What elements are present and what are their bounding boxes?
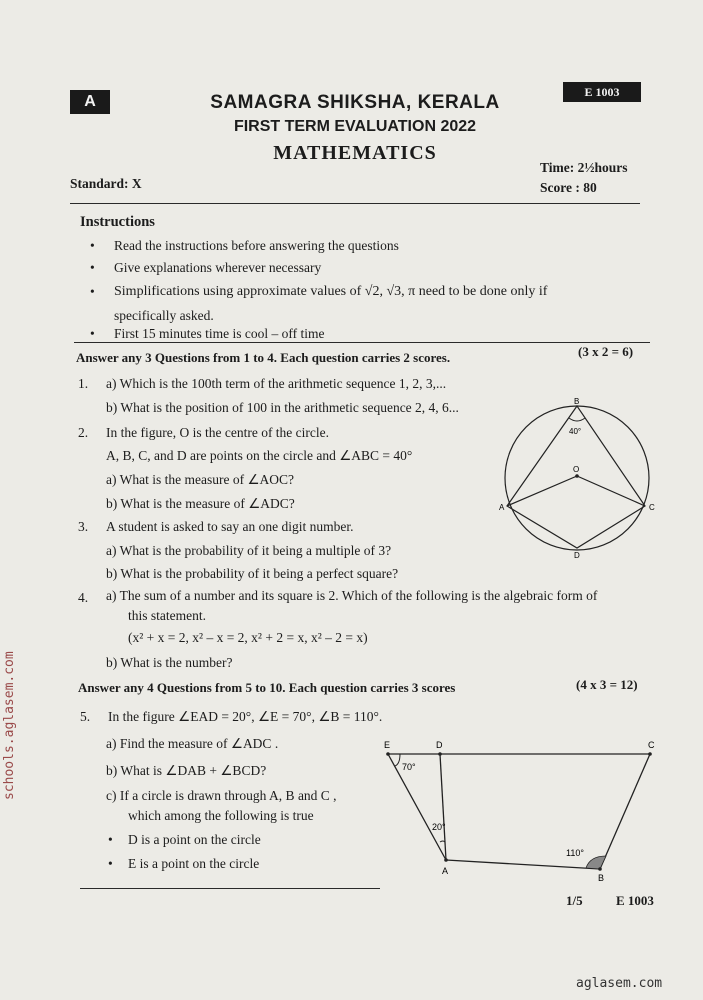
instructions-divider	[74, 342, 650, 343]
q3-stem: A student is asked to say an one digit number.	[106, 519, 354, 534]
line-bc	[600, 754, 650, 869]
instruction-item: Read the instructions before answering the questions	[114, 238, 399, 253]
q5-option-e: E is a point on the circle	[128, 856, 260, 871]
point-e	[386, 752, 390, 756]
label-d: D	[436, 740, 443, 750]
page-number: 1/5	[566, 893, 583, 908]
line-da	[440, 754, 446, 860]
header-divider	[70, 203, 640, 204]
standard-label: Standard: X	[70, 176, 142, 191]
label-a: A	[442, 866, 449, 876]
subject-title: MATHEMATICS	[273, 142, 437, 164]
q5-quadrilateral-figure	[378, 738, 668, 883]
angle-b-arc	[569, 418, 585, 421]
q1-part-a: a) Which is the 100th term of the arithmetic sequence 1, 2, 3,...	[106, 376, 447, 391]
label-b: B	[598, 873, 605, 883]
instructions-title: Instructions	[80, 214, 155, 230]
label-angle-20: 20°	[432, 822, 446, 832]
q5-part-c-line2: which among the following is true	[128, 808, 314, 823]
line-ab	[446, 860, 600, 869]
q4-number: 4.	[78, 590, 89, 605]
radii-ao-oc	[507, 476, 645, 506]
footer-divider	[80, 888, 380, 889]
q4-part-a-line2: this statement.	[128, 608, 206, 623]
q2-part-b: b) What is the measure of ∠ADC?	[106, 496, 295, 511]
label-b: B	[574, 398, 580, 406]
instruction-bullet: •	[90, 326, 95, 341]
instruction-bullet: •	[90, 260, 95, 275]
angle-b-arc	[586, 856, 606, 869]
label-angle-70: 70°	[402, 762, 416, 772]
label-angle-40: 40°	[569, 427, 582, 436]
q4-options: (x² + x = 2, x² – x = 2, x² + 2 = x, x² – 2 = x)	[128, 630, 368, 645]
time-label: Time: 2½hours	[540, 160, 628, 175]
label-c: C	[648, 740, 655, 750]
exam-title: FIRST TERM EVALUATION 2022	[233, 118, 477, 135]
label-o: O	[573, 465, 580, 474]
instruction-bullet: •	[90, 284, 95, 299]
score-label: Score : 80	[540, 180, 597, 195]
q2-number: 2.	[78, 425, 89, 440]
section2-heading: Answer any 4 Questions from 5 to 10. Each question carries 3 scores	[78, 680, 456, 695]
q5-part-c-line1: c) If a circle is drawn through A, B and C ,	[106, 788, 337, 803]
q5-option-d: D is a point on the circle	[128, 832, 261, 847]
q5-option-bullet: •	[108, 856, 113, 871]
side-watermark: schools.aglasem.com	[2, 651, 17, 800]
q5-number: 5.	[80, 709, 91, 724]
instruction-item: Give explanations wherever necessary	[114, 260, 322, 275]
label-a: A	[499, 503, 505, 512]
label-angle-110: 110°	[566, 848, 584, 858]
q3-part-a: a) What is the probability of it being a multiple of 3?	[106, 543, 392, 558]
section1-heading: Answer any 3 Questions from 1 to 4. Each question carries 2 scores.	[76, 350, 451, 365]
point-b	[598, 867, 602, 871]
centre-point	[575, 474, 579, 478]
instruction-bullet: •	[90, 238, 95, 253]
q5-option-bullet: •	[108, 832, 113, 847]
instruction-item: specifically asked.	[114, 308, 214, 323]
q2-stem-2: A, B, C, and D are points on the circle and ∠ABC = 40°	[106, 448, 413, 463]
section1-marks: (3 x 2 = 6)	[578, 344, 634, 359]
instruction-item: Simplifications using approximate values of √2, √3, π need to be done only if	[114, 284, 548, 299]
q2-circle-figure	[495, 398, 665, 563]
label-e: E	[384, 740, 391, 750]
q5-part-a: a) Find the measure of ∠ADC .	[106, 736, 279, 751]
bottom-watermark: aglasem.com	[576, 976, 663, 991]
point-c	[648, 752, 652, 756]
q3-part-b: b) What is the probability of it being a perfect square?	[106, 566, 399, 581]
angle-e-arc	[395, 754, 400, 766]
footer-code: E 1003	[616, 893, 654, 908]
point-d	[438, 752, 442, 756]
q4-part-a-line1: a) The sum of a number and its square is 2. Which of the following is the algebraic form of	[106, 588, 598, 603]
q1-part-b: b) What is the position of 100 in the arithmetic sequence 2, 4, 6...	[106, 400, 459, 415]
q5-part-b: b) What is ∠DAB + ∠BCD?	[106, 763, 267, 778]
line-ea	[388, 754, 446, 860]
set-label-box: A	[70, 90, 110, 114]
question-code-box: E 1003	[563, 82, 641, 102]
q5-stem: In the figure ∠EAD = 20°, ∠E = 70°, ∠B = 110°.	[108, 709, 383, 724]
q2-part-a: a) What is the measure of ∠AOC?	[106, 472, 295, 487]
label-d: D	[574, 551, 580, 560]
org-title: SAMAGRA SHIKSHA, KERALA	[210, 92, 500, 113]
q4-part-b: b) What is the number?	[106, 655, 233, 670]
instruction-item: First 15 minutes time is cool – off time	[114, 326, 325, 341]
section2-marks: (4 x 3 = 12)	[576, 677, 638, 692]
label-c: C	[649, 503, 655, 512]
q2-stem-1: In the figure, O is the centre of the circle.	[106, 425, 330, 440]
q3-number: 3.	[78, 519, 89, 534]
point-a	[444, 858, 448, 862]
q1-number: 1.	[78, 376, 89, 391]
angle-a-arc	[440, 841, 445, 842]
